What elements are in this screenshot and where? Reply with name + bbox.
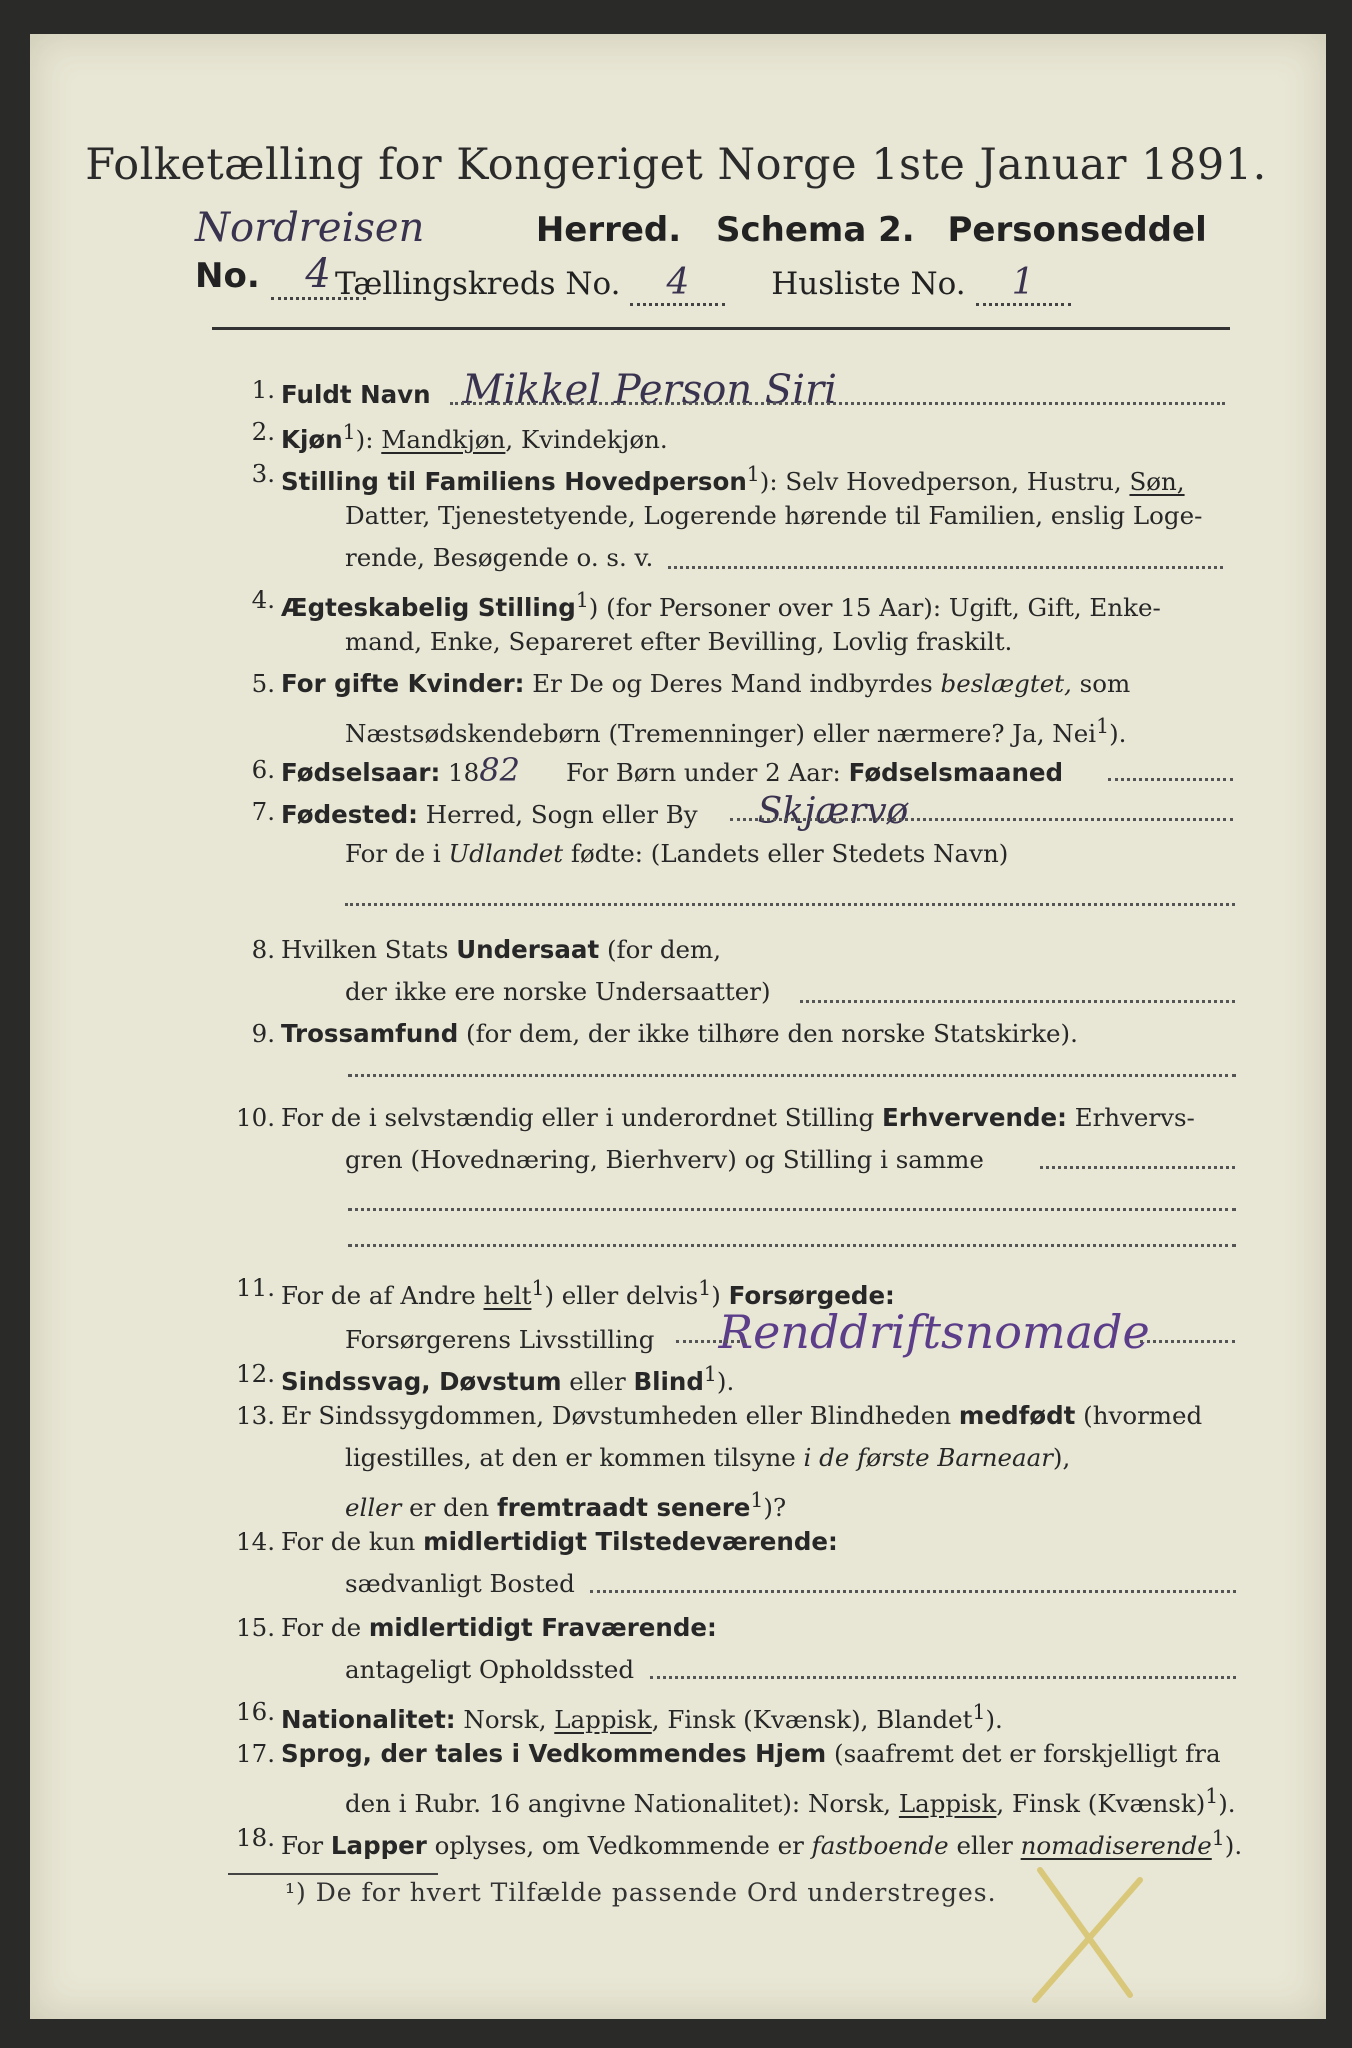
item-option: Hvilken Stats: [281, 935, 457, 964]
item-label: Nationalitet:: [281, 1705, 456, 1735]
item-option: , Finsk (Kvænsk), Blandet: [651, 1705, 973, 1735]
item-text: Kjøn$^1$): Mandkjøn, Kvindekjøn.: [281, 420, 668, 455]
item-3-cont-2: rende, Besøgende o. s. v.: [345, 543, 654, 572]
item-text: [281, 1396, 1251, 1436]
item-text: [281, 454, 1251, 502]
item-option: ).: [716, 1367, 735, 1397]
item-number: 15.: [236, 1613, 275, 1642]
item-option: For de i: [345, 839, 449, 868]
item-option: oplyses, om Vedkommende er: [426, 1831, 812, 1861]
item-label: Blind: [633, 1367, 704, 1397]
item-number: 14.: [236, 1527, 275, 1556]
item-label: Sindssvag, Døvstum: [281, 1367, 562, 1397]
footnote: ¹) De for hvert Tilfælde passende Ord understreges.: [285, 1878, 997, 1907]
item-13-cont-1: [345, 1438, 1245, 1478]
husliste-label: Husliste No.: [771, 266, 966, 302]
item-option: (for dem, der ikke tilhøre den norske Statskirke).: [458, 1019, 1078, 1048]
footnote-ref: 1: [1096, 714, 1110, 738]
provider-occupation-handwritten: Renddriftsnomade: [718, 1305, 1150, 1359]
item-label: Sprog, der tales i Vedkommendes Hjem: [281, 1739, 827, 1768]
item-label: Kjøn: [281, 425, 343, 455]
item-option: Er Sindssygdommen, Døvstumheden eller Blindheden: [281, 1401, 959, 1430]
item-label: Ægteskabelig Stilling: [281, 593, 576, 623]
footnote-ref: 1: [703, 1362, 717, 1386]
dotted-line: [1040, 1166, 1235, 1169]
item-label: medfødt: [958, 1401, 1076, 1430]
form-title: Folketælling for Kongeriget Norge 1ste Januar 1891.: [85, 140, 1267, 190]
dotted-line: [590, 1590, 1236, 1593]
footnote-ref: 1: [750, 1488, 764, 1512]
item-label: Fødselsaar:: [281, 758, 441, 787]
item-text: [281, 580, 1251, 628]
item-option: den i Rubr. 16 angivne Nationalitet): Norsk,: [345, 1789, 899, 1819]
dotted-line: [800, 1000, 1235, 1003]
item-option: For de i selvstændig eller i underordnet Stilling: [281, 1103, 882, 1132]
italic-text: Udlandet: [448, 839, 564, 868]
item-option: eller: [948, 1831, 1021, 1861]
item-option: For de: [281, 1613, 369, 1642]
item-number: 3.: [251, 459, 275, 488]
footnote-rule: [228, 1873, 438, 1875]
dotted-line: [730, 818, 1233, 821]
item-option: ),: [1052, 1443, 1071, 1472]
italic-text: beslægtet,: [940, 669, 1072, 698]
schema-label: Schema 2.: [716, 210, 915, 250]
item-option: For: [281, 1831, 331, 1861]
footnote-ref: 1: [1205, 1784, 1219, 1808]
item-text: [281, 930, 1251, 970]
dotted-line: [650, 1676, 1236, 1679]
item-number: 11.: [236, 1273, 275, 1302]
full-name-handwritten: Mikkel Person Siri: [462, 367, 837, 413]
item-option: Næstsødskendebørn (Tremenninger) eller nærmere? Ja, Nei: [345, 719, 1097, 749]
item-option: Forsørgerens Livsstilling: [345, 1325, 655, 1354]
personseddel-number: 4: [271, 251, 366, 300]
item-number: 8.: [251, 935, 275, 964]
item-label: Fødselsmaaned: [848, 758, 1064, 787]
dotted-line: [348, 1208, 1236, 1211]
dotted-line: [668, 566, 1223, 569]
item-option: som: [1071, 669, 1131, 698]
item-option: For de kun: [281, 1527, 424, 1556]
item-number: 9.: [251, 1019, 275, 1048]
item-label: midlertidigt Tilstedeværende:: [423, 1527, 838, 1556]
dotted-line: [348, 1074, 1236, 1077]
item-option: , Kvindekjøn.: [505, 425, 668, 455]
dotted-line: [1108, 778, 1233, 781]
item-option: fødte: (Landets eller Stedets Navn): [563, 839, 1009, 868]
item-text: For Lapper oplyses, om Vedkommende er fastboende eller nomadiserende$^1$).: [281, 1826, 1243, 1861]
item-label: Stilling til Familiens Hovedperson: [281, 467, 747, 497]
item-text: [281, 1354, 1251, 1402]
header-rule: [212, 327, 1230, 330]
item-text: Nationalitet: Norsk, Lappisk, Finsk (Kvænsk), Blandet$^1$).: [281, 1700, 1003, 1735]
herred-label: Herred.: [535, 210, 682, 250]
item-option: For de af Andre: [281, 1281, 484, 1311]
kreds-number: 4: [630, 262, 725, 306]
underlined-choice: Lappisk: [554, 1705, 652, 1735]
year-prefix: 18: [448, 758, 480, 787]
dotted-line: [676, 1340, 746, 1343]
item-number: 12.: [236, 1359, 275, 1388]
footnote-ref: 1: [746, 462, 760, 486]
birthplace-handwritten: Skjærvø: [757, 791, 909, 832]
item-option: (saafremt det er forskjelligt fra: [826, 1739, 1221, 1768]
item-option: ligestilles, at den er kommen tilsyne: [345, 1443, 804, 1472]
item-text: [281, 1522, 1251, 1562]
item-option: er den: [401, 1493, 497, 1523]
item-text: [281, 750, 1251, 793]
footnote-ref: 1: [342, 420, 356, 444]
item-option: ) eller delvis: [544, 1281, 699, 1311]
item-text: [281, 1098, 1251, 1138]
item-label: Trossamfund: [281, 1019, 459, 1048]
item-3-cont-1: Datter, Tjenestetyende, Logerende hørende til Familien, enslig Loge-: [345, 501, 1203, 530]
item-number: 1.: [251, 375, 275, 404]
item-text: [281, 367, 1251, 415]
footnote-ref: 1: [575, 588, 589, 612]
footnote-ref: 1: [972, 1700, 986, 1724]
item-option: Erhvervs-: [1066, 1103, 1195, 1132]
underlined-choice: nomadiserende: [1020, 1831, 1212, 1861]
item-option: Herred, Sogn eller By: [425, 800, 698, 829]
dotted-line: [450, 402, 1225, 405]
item-label: fremtraadt senere: [496, 1493, 751, 1523]
personseddel-label: Personseddel No.: [195, 210, 1207, 296]
dotted-line: [345, 903, 1235, 906]
pencil-cross-mark: [1020, 1860, 1160, 2010]
item-label: Forsørgede:: [728, 1281, 895, 1311]
item-8-cont-1: der ikke ere norske Undersaatter): [345, 977, 771, 1006]
item-17-cont-1: den i Rubr. 16 angivne Nationalitet): Norsk, Lappisk, Finsk (Kvænsk)$^1$).: [345, 1784, 1236, 1819]
underlined-choice: Lappisk: [898, 1789, 997, 1819]
item-7-cont-1: [345, 834, 1245, 874]
item-14-cont-1: sædvanligt Bosted: [345, 1569, 575, 1598]
underlined-choice: Søn,: [1129, 467, 1185, 497]
item-label: For gifte Kvinder:: [281, 669, 525, 698]
item-text: [281, 1014, 1251, 1054]
footnote-ref: 1: [531, 1276, 545, 1300]
item-5-cont-1: Næstsødskendebørn (Tremenninger) eller nærmere? Ja, Nei$^1$).: [345, 714, 1127, 749]
italic-text: fastboende: [811, 1831, 949, 1861]
item-text: For de af Andre helt$^1$) eller delvis$^1$) Forsørgede:: [281, 1276, 895, 1311]
item-label: midlertidigt Fraværende:: [368, 1613, 717, 1642]
item-text: [281, 792, 1251, 835]
item-option: Norsk,: [455, 1705, 555, 1735]
item-4-cont-1: mand, Enke, Separeret efter Bevilling, Lovlig fraskilt.: [345, 627, 1013, 656]
item-text: [281, 1608, 1251, 1648]
kreds-label: Tællingskreds No.: [335, 266, 621, 302]
item-option: ): Selv Hovedperson, Hustru,: [759, 467, 1130, 497]
item-number: 18.: [236, 1823, 275, 1852]
item-option: Er De og Deres Mand indbyrdes: [532, 669, 941, 698]
item-option: ) (for Personer over 15 Aar): Ugift, Gift, Enke-: [588, 593, 1161, 623]
dotted-line: [348, 1244, 1236, 1247]
dotted-line: [1140, 1340, 1235, 1343]
footnote-ref: 1: [1211, 1826, 1225, 1850]
item-label: Fuldt Navn: [281, 380, 431, 409]
item-number: 17.: [236, 1739, 275, 1768]
underlined-choice: Mandkjøn: [381, 425, 506, 455]
herred-handwritten: Nordreisen: [195, 205, 425, 251]
item-number: 16.: [236, 1697, 275, 1726]
footnote-ref: 1: [698, 1276, 712, 1300]
item-number: 6.: [251, 755, 275, 784]
item-option: )?: [763, 1493, 787, 1523]
italic-text: i de første Barneaar: [803, 1443, 1053, 1472]
husliste-number: 1: [976, 262, 1071, 306]
item-number: 7.: [251, 797, 275, 826]
item-11-cont-1: [345, 1305, 1245, 1360]
item-number: 2.: [251, 417, 275, 446]
item-label: Undersaat: [456, 935, 600, 964]
item-number: 4.: [251, 585, 275, 614]
item-label: Fødested:: [281, 800, 418, 829]
item-number: 13.: [236, 1401, 275, 1430]
italic-text: eller: [345, 1493, 402, 1523]
item-10-cont-1: gren (Hovednæring, Bierhverv) og Stilling i samme: [345, 1145, 984, 1174]
item-option: (for dem,: [599, 935, 722, 964]
item-option: , Finsk (Kvænsk): [996, 1789, 1206, 1819]
underlined-choice: helt: [483, 1281, 532, 1311]
item-number: 10.: [236, 1103, 275, 1132]
kreds-line: [335, 262, 1071, 306]
item-option: (hvormed: [1075, 1401, 1203, 1430]
item-15-cont-1: antageligt Opholdssted: [345, 1655, 634, 1684]
item-13-cont-2: [345, 1480, 1245, 1528]
item-text: [281, 664, 1251, 704]
item-option: For Børn under 2 Aar:: [565, 758, 841, 787]
item-option: eller: [561, 1367, 634, 1397]
item-label: Lapper: [330, 1831, 427, 1861]
birth-year-handwritten: 82: [479, 751, 520, 789]
item-number: 5.: [251, 669, 275, 698]
item-text: [281, 1734, 1251, 1774]
item-1: [225, 367, 1245, 413]
item-label: Erhvervende:: [882, 1103, 1067, 1132]
